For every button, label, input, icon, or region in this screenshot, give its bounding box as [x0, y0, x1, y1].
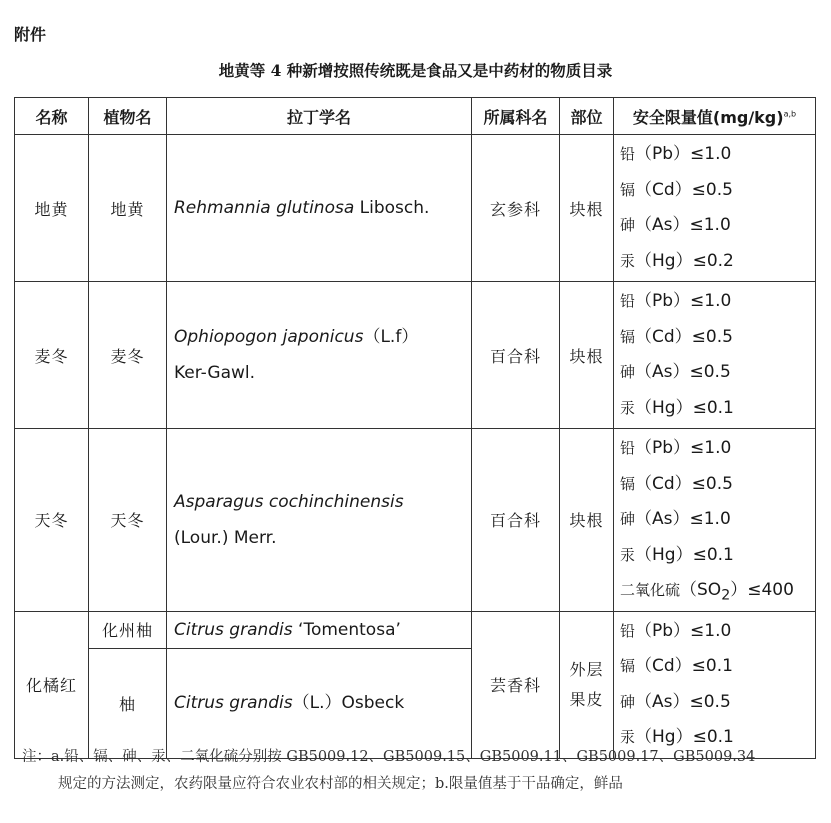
cell-family: 百合科: [472, 282, 560, 429]
cell-name: 天冬: [15, 429, 89, 612]
limit-value: （Hg）≤0.1: [635, 544, 734, 565]
limit-value: （As）≤0.5: [635, 691, 731, 712]
limit-element: 铅: [620, 292, 636, 310]
limit-element: 铅: [620, 621, 636, 640]
limit-line: [620, 244, 815, 280]
cell-plant: 地黄: [89, 135, 167, 282]
limit-element: 铅: [620, 439, 636, 457]
cell-limits: [614, 135, 816, 282]
header-part: 部位: [560, 98, 614, 135]
limit-value-tail: ）≤400: [730, 580, 794, 600]
cell-limits: [614, 429, 816, 612]
limit-value: （Hg）≤0.1: [635, 727, 734, 747]
limit-element: 铅: [620, 145, 636, 163]
limit-line: [620, 391, 815, 427]
cell-plant: 柚: [89, 648, 167, 758]
latin-line2: Ker-Gawl.: [174, 363, 256, 383]
limit-line: [620, 538, 815, 574]
cell-part: 块根: [560, 282, 614, 429]
cell-family: 芸香科: [472, 611, 560, 758]
limit-line: [620, 649, 815, 685]
cell-limits: [614, 282, 816, 429]
limit-element: 镉: [620, 327, 636, 346]
header-limit-footnote: a,b: [783, 109, 797, 119]
limit-value: （Pb）≤1.0: [635, 291, 732, 311]
limit-value: （Pb）≤1.0: [635, 438, 732, 458]
cell-latin: [167, 429, 472, 612]
cell-name: 化橘红: [15, 611, 89, 758]
cell-plant: 麦冬: [89, 282, 167, 429]
latin-line2: (Lour.) Merr.: [174, 527, 277, 548]
latin-italic: Asparagus cochinchinensis: [174, 491, 404, 512]
cell-latin: [167, 282, 472, 429]
limit-line-so2: [620, 573, 815, 609]
limit-value: （Cd）≤0.5: [635, 326, 733, 347]
limit-value: （Pb）≤1.0: [635, 144, 732, 164]
limit-element: 砷: [620, 216, 636, 234]
limit-element: 砷: [620, 363, 636, 381]
part-line1: 外层: [569, 659, 604, 679]
cell-latin: [167, 611, 472, 648]
table-row: [15, 611, 816, 648]
header-latin: 拉丁学名: [167, 98, 472, 135]
limit-value: （Hg）≤0.2: [635, 250, 734, 271]
limit-element: 镉: [620, 474, 636, 493]
cell-plant: 天冬: [89, 429, 167, 612]
latin-italic: Ophiopogon japonicus: [174, 327, 364, 347]
header-plant: 植物名: [89, 98, 167, 135]
limit-value: （As）≤1.0: [635, 509, 731, 529]
footnote-line1: 注：a.铅、镉、砷、汞、二氧化硫分别按 GB5009.12、GB5009.15、GB5009.11、GB5009.17、GB5009.34: [22, 749, 756, 765]
cell-family: 玄参科: [472, 135, 560, 282]
limit-value: （As）≤0.5: [635, 362, 731, 382]
limit-line: [620, 467, 815, 503]
latin-author: （L.f）: [363, 327, 419, 347]
cell-part: [560, 611, 614, 758]
table-row: [15, 135, 816, 282]
limit-value: （Cd）≤0.5: [635, 473, 733, 494]
header-limit: [614, 98, 816, 135]
limit-line: [620, 355, 815, 391]
header-family: 所属科名: [472, 98, 560, 135]
cell-name: 地黄: [15, 135, 89, 282]
limit-line: [620, 284, 815, 320]
limit-element: 汞: [620, 251, 636, 270]
cell-plant: 化州柚: [89, 611, 167, 648]
substance-catalog-table: [14, 97, 816, 759]
limit-line: [620, 614, 815, 650]
cell-latin: [167, 648, 472, 758]
so2-subscript: 2: [721, 587, 731, 604]
cell-latin: [167, 135, 472, 282]
limit-line: [620, 431, 815, 467]
limit-value: （Cd）≤0.5: [635, 179, 733, 200]
limit-element: 砷: [620, 692, 636, 711]
cell-name: 麦冬: [15, 282, 89, 429]
limit-value: （As）≤1.0: [635, 215, 731, 235]
cell-part: 块根: [560, 429, 614, 612]
limit-value: （Pb）≤1.0: [635, 620, 732, 641]
limit-element: 汞: [620, 398, 636, 417]
header-name: 名称: [15, 98, 89, 135]
cell-limits: [614, 611, 816, 758]
attachment-label: 附件: [14, 25, 47, 44]
limit-value: （Hg）≤0.1: [635, 397, 734, 418]
header-limit-label: 安全限量值(mg/kg): [632, 107, 784, 127]
limit-element: 镉: [620, 180, 636, 199]
limit-value: （SO: [680, 580, 722, 600]
document-title: 地黄等 4 种新增按照传统既是食品又是中药材的物质目录: [218, 61, 613, 80]
limit-element: 汞: [620, 728, 636, 746]
limit-line: [620, 173, 815, 209]
limit-line: [620, 502, 815, 538]
limit-line: [620, 208, 815, 244]
limit-element: 镉: [620, 657, 636, 675]
latin-author: Libosch.: [354, 198, 430, 218]
latin-italic: Rehmannia glutinosa: [174, 198, 355, 218]
cell-family: 百合科: [472, 429, 560, 612]
table-row: [15, 282, 816, 429]
latin-italic: Citrus grandis: [174, 619, 293, 640]
cell-part: 块根: [560, 135, 614, 282]
limit-element: 砷: [620, 510, 636, 528]
latin-italic: Citrus grandis: [174, 693, 293, 713]
footnotes: [22, 744, 822, 798]
footnote-line2: 规定的方法测定，农药限量应符合农业农村部的相关规定；b.限量值基于干品确定，鲜品: [58, 776, 623, 792]
part-line2: 果皮: [569, 689, 604, 709]
limit-line: [620, 137, 815, 173]
latin-author: （L.）Osbeck: [292, 693, 405, 713]
table-header-row: [15, 98, 816, 135]
limit-element: 二氧化硫: [620, 581, 681, 599]
limit-value: （Cd）≤0.1: [635, 656, 733, 676]
table-row: [15, 429, 816, 612]
latin-cultivar: ‘Tomentosa’: [298, 619, 401, 640]
limit-element: 汞: [620, 545, 636, 564]
limit-line: [620, 320, 815, 356]
limit-line: [620, 685, 815, 721]
